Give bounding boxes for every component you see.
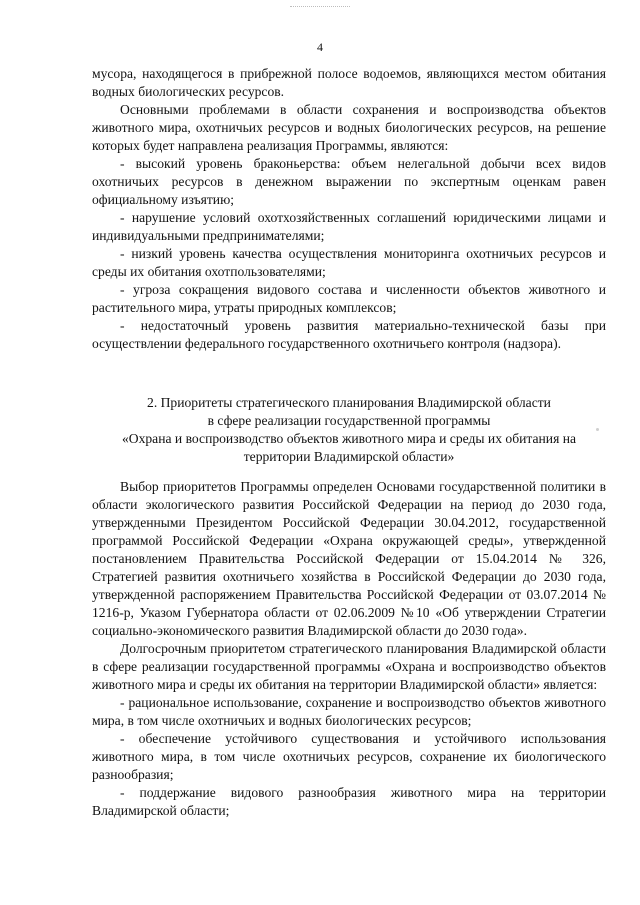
heading-line: «Охрана и воспроизводство объектов животного мира и среды их обитания на bbox=[121, 431, 577, 446]
section-heading bbox=[92, 394, 606, 466]
heading-line: территории Владимирской области» bbox=[243, 449, 455, 464]
list-item: - поддержание видового разнообразия животного мира на территории Владимирской области; bbox=[92, 785, 606, 818]
list-item: - высокий уровень браконьерства: объем нелегальной добычи всех видов охотничьих ресурсов в денежном выражении по экспертным оценкам равен официальному изъятию; bbox=[92, 156, 606, 207]
list-item: - рациональное использование, сохранение и воспроизводство объектов животного мира, в том числе охотничьих и водных биологических ресурсов; bbox=[92, 695, 606, 728]
page-number: 4 bbox=[317, 40, 323, 54]
list-item: - низкий уровень качества осуществления мониторинга охотничьих ресурсов и среды их обитания охотпользователями; bbox=[92, 246, 606, 279]
list-item: - обеспечение устойчивого существования и устойчивого использования животного мира, в том числе охотничьих ресурсов, сохранение их биологического разнообразия; bbox=[92, 731, 606, 782]
text-block-problems bbox=[92, 65, 606, 353]
heading-line: 2. Приоритеты стратегического планирования Владимирской области bbox=[147, 395, 551, 410]
scan-artifact bbox=[290, 6, 350, 9]
heading-line: в сфере реализации государственной программы bbox=[207, 413, 491, 428]
paragraph: Основными проблемами в области сохранения и воспроизводства объектов животного мира, охотничьих ресурсов и водных биологических ресурсов, на решение которых будет направлена реализация Программы, являются: bbox=[92, 102, 606, 153]
list-item: - нарушение условий охотхозяйственных соглашений юридическими лицами и индивидуальными предпринимателями; bbox=[92, 210, 606, 243]
paragraph: Долгосрочным приоритетом стратегического планирования Владимирской области в сфере реализации государственной программы «Охрана и воспроизводство объектов животного мира и среды их обитания на территории Владимирской области» является: bbox=[92, 641, 606, 692]
paragraph: Выбор приоритетов Программы определен Основами государственной политики в области экологического развития Российской Федерации на период до 2030 года, утвержденными Президентом Российской Федерации 30.04.2012, государственной программой Российской Федерации «Охрана окружающей среды», утвержденной постановлением Правительства Российской Федерации от 15.04.2014 № 326, Стратегией развития охотничьего хозяйства в Российской Федерации до 2030 года, утвержденной распоряжением Правительства Российской Федерации от 03.07.2014 № 1216-р, Указом Губернатора области от 02.06.2009 №10 «Об утверждении Стратегии социально-экономического развития Владимирской области до 2030 года». bbox=[92, 479, 606, 638]
list-item: - недостаточный уровень развития материально-технической базы при осуществлении федерального государственного охотничьего контроля (надзора). bbox=[92, 318, 606, 351]
paragraph: мусора, находящегося в прибрежной полосе водоемов, являющихся местом обитания водных биологических ресурсов. bbox=[92, 66, 606, 99]
text-block-priorities bbox=[92, 478, 606, 820]
list-item: - угроза сокращения видового состава и численности объектов животного и растительного мира, утраты природных комплексов; bbox=[92, 282, 606, 315]
